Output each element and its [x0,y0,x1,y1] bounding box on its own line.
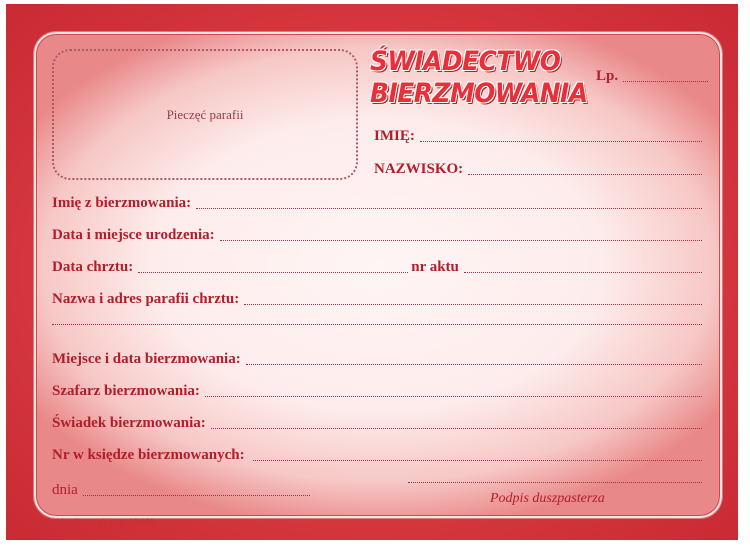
certificate-card [34,32,722,518]
last-name-field[interactable] [374,161,702,178]
printer-info: www.blondinum.pl, zam. 09/089 [36,517,155,527]
first-name-label: IMIĘ: [374,128,415,144]
first-name-line[interactable] [420,141,702,142]
field-line[interactable] [205,396,702,397]
minister-field[interactable] [52,383,702,400]
baptism-date-line[interactable] [138,272,408,273]
field-line[interactable] [246,364,702,365]
field-label: Miejsce i data bierzmowania: [52,351,241,367]
first-name-field[interactable] [374,128,702,145]
baptism-parish-field[interactable] [52,291,702,308]
lp-dotted-line[interactable] [623,81,708,82]
date-field[interactable] [52,482,310,499]
signature-caption: Podpis duszpasterza [490,491,605,506]
field-line[interactable] [244,304,702,305]
act-number-label: nr aktu [411,259,459,275]
field-label: Szafarz bierzmowania: [52,383,200,399]
birth-date-place-field[interactable] [52,227,702,244]
confirmation-name-field[interactable] [52,195,702,212]
lp-label: Lp. [596,68,619,84]
field-label: Imię z bierzmowania: [52,195,192,211]
field-line[interactable] [220,240,702,241]
certificate-title [370,46,588,110]
sponsor-field[interactable] [52,415,702,432]
register-number-field[interactable] [52,447,702,464]
baptism-date-field[interactable] [52,259,702,276]
field-line[interactable] [52,324,702,325]
signature-field[interactable] [408,482,702,486]
field-label: Data i miejsce urodzenia: [52,227,215,243]
date-line[interactable] [83,495,310,496]
act-number-line[interactable] [464,272,702,273]
signature-line[interactable] [408,482,702,483]
date-label: dnia [52,482,78,498]
field-label: Świadek bierzmowania: [52,415,206,431]
field-label: Nazwa i adres parafii chrztu: [52,291,240,307]
field-label: Nr w księdze bierzmowanych: [52,447,245,463]
field-line[interactable] [196,208,702,209]
last-name-label: NAZWISKO: [374,161,464,177]
parish-stamp-area [52,49,358,180]
title-line-1: ŚWIADECTWO [370,46,561,77]
field-label: Data chrztu: [52,259,134,275]
field-line[interactable] [211,428,702,429]
lp-field[interactable] [596,68,708,85]
confirmation-place-date-field[interactable] [52,351,702,368]
certificate-frame [6,4,738,540]
baptism-parish-continuation[interactable] [52,324,702,328]
field-line[interactable] [253,460,702,461]
last-name-line[interactable] [468,174,702,175]
title-line-2: BIERZMOWANIA [370,78,588,109]
stamp-label: Pieczęć parafii [166,106,244,122]
